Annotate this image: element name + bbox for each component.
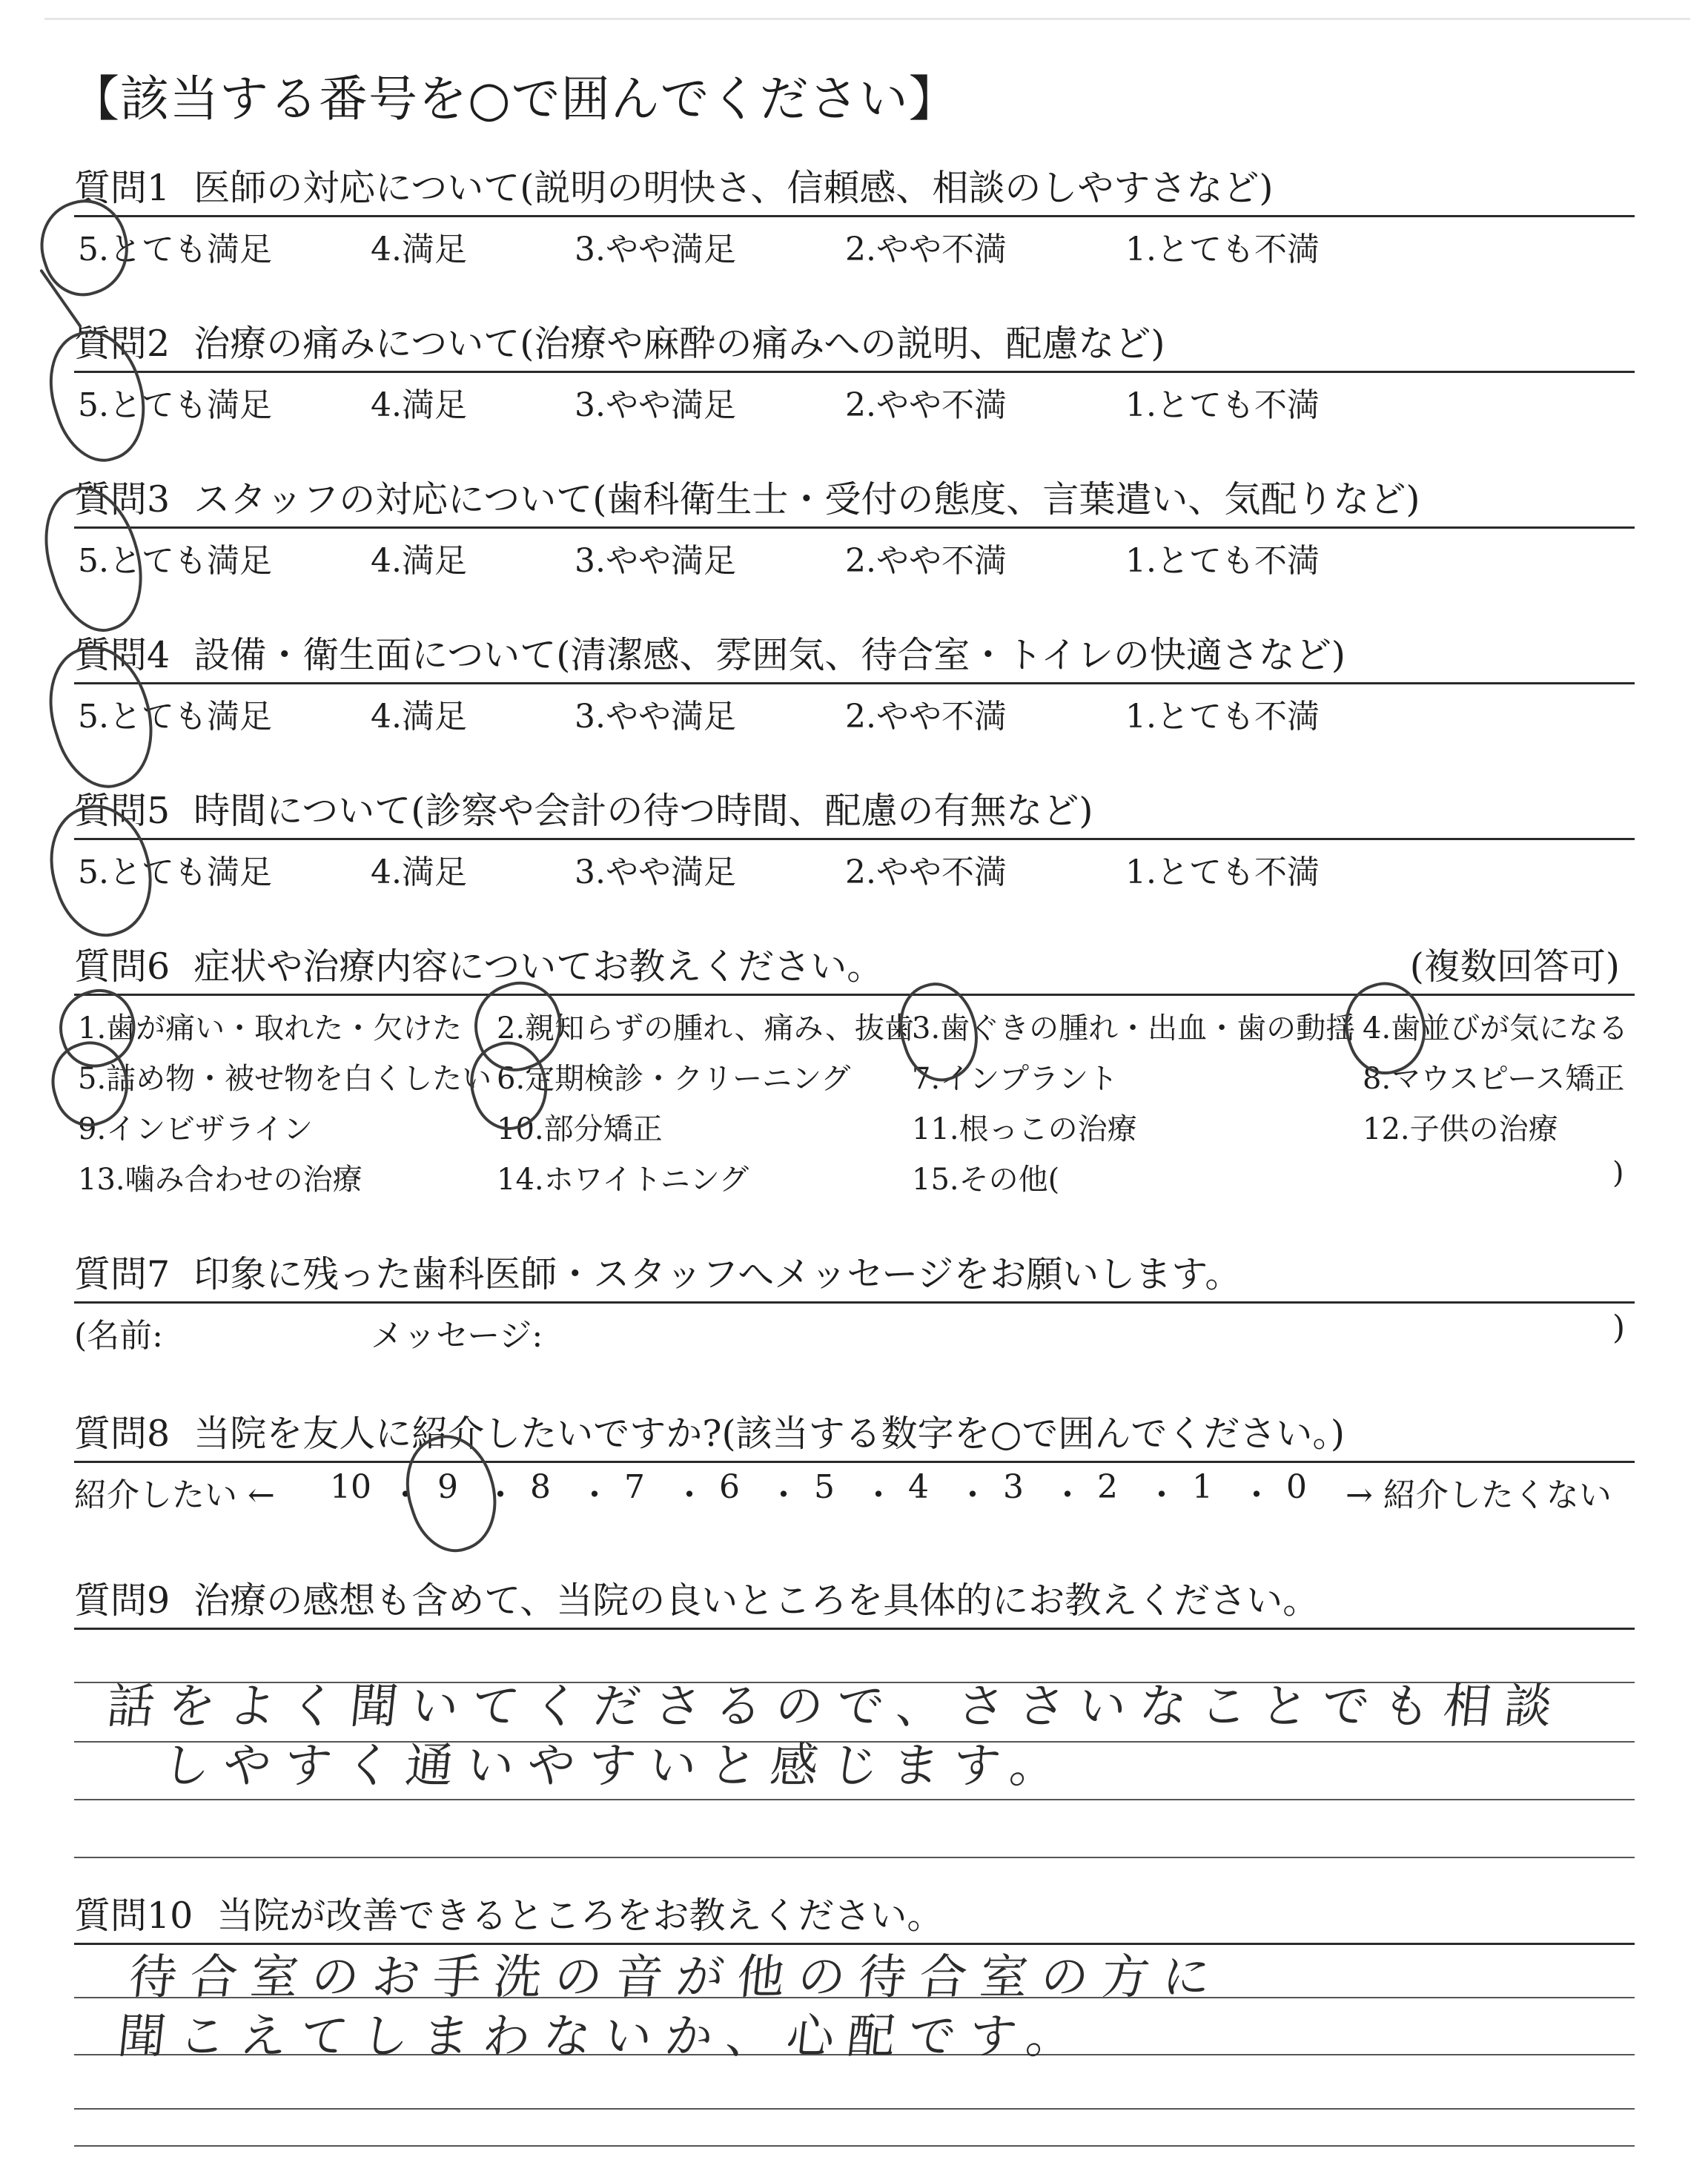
answer-line xyxy=(74,1857,1635,1858)
scale-dot: ・ xyxy=(578,1476,611,1514)
option-5[interactable]: 5.とても満足 xyxy=(78,853,272,891)
scale-dot: ・ xyxy=(956,1476,989,1514)
scale-6[interactable]: 6 xyxy=(719,1468,740,1506)
scale-left-label: 紹介したい ← xyxy=(74,1476,275,1514)
scale-8[interactable]: 8 xyxy=(530,1468,551,1506)
question-10 xyxy=(74,1887,1635,2154)
option-5[interactable]: 5.とても満足 xyxy=(78,698,272,736)
option-1[interactable]: 1.とても不満 xyxy=(1125,386,1320,424)
question-text: スタッフの対応について(歯科衛生士・受付の態度、言葉遣い、気配りなど) xyxy=(193,478,1420,521)
handwritten-answer-line-1: 話をよく聞いてくださるので、ささいなことでも相談 xyxy=(104,1680,1568,1734)
option-2[interactable]: 2.やや不満 xyxy=(845,853,1007,891)
scale-dot: ・ xyxy=(767,1476,800,1514)
question-number: 質問5 xyxy=(74,790,171,832)
option-11[interactable]: 11.根っこの治療 xyxy=(912,1112,1137,1146)
question-text: 当院が改善できるところをお教えください。 xyxy=(216,1895,944,1937)
scale-dot: ・ xyxy=(1240,1476,1273,1514)
answer-rule xyxy=(74,682,1635,684)
scale-dot: ・ xyxy=(484,1476,517,1514)
option-13[interactable]: 13.噛み合わせの治療 xyxy=(78,1163,363,1197)
option-15[interactable]: 15.その他( xyxy=(912,1163,1060,1197)
question-3 xyxy=(74,471,1635,582)
scale-2[interactable]: 2 xyxy=(1097,1468,1118,1506)
answer-line xyxy=(74,1799,1635,1800)
answer-rule xyxy=(74,215,1635,217)
option-3[interactable]: 3.やや満足 xyxy=(575,231,736,268)
scale-dot: ・ xyxy=(673,1476,706,1514)
question-8 xyxy=(74,1405,1635,1516)
option-2[interactable]: 2.やや不満 xyxy=(845,231,1007,268)
question-number: 質問4 xyxy=(74,634,171,676)
option-5[interactable]: 5.とても満足 xyxy=(78,386,272,424)
scale-dot: ・ xyxy=(1145,1476,1178,1514)
question-text: 時間について(診察や会計の待つ時間、配慮の有無など) xyxy=(193,790,1093,832)
option-9[interactable]: 9.インビザライン xyxy=(78,1112,313,1146)
scale-10[interactable]: 10 xyxy=(330,1468,371,1506)
option-1[interactable]: 1.とても不満 xyxy=(1125,542,1320,580)
option-3[interactable]: 3.歯ぐきの腫れ・出血・歯の動揺 xyxy=(912,1011,1356,1046)
scale-0[interactable]: 0 xyxy=(1286,1468,1307,1506)
handwritten-answer-line-1: 待合室のお手洗の音が他の待合室の方に xyxy=(126,1950,1227,2005)
question-4 xyxy=(74,627,1635,738)
question-text: 症状や治療内容についてお教えください。 xyxy=(193,945,884,988)
question-text: 設備・衛生面について(清潔感、雰囲気、待合室・トイレの快適さなど) xyxy=(193,634,1345,676)
scale-1[interactable]: 1 xyxy=(1192,1468,1213,1506)
option-3[interactable]: 3.やや満足 xyxy=(575,698,736,736)
name-label: (名前: xyxy=(74,1317,163,1355)
question-text: 治療の感想も含めて、当院の良いところを具体的にお教えください。 xyxy=(193,1579,1320,1622)
question-7 xyxy=(74,1246,1635,1357)
answer-rule xyxy=(74,1301,1635,1304)
handwritten-answer-line-2: しやすく通いやすいと感じます。 xyxy=(159,1739,1074,1794)
scale-dot: ・ xyxy=(389,1476,422,1514)
option-2[interactable]: 2.やや不満 xyxy=(845,386,1007,424)
form-header: 【該当する番号を○で囲んでください】 xyxy=(70,70,959,128)
option-10[interactable]: 10.部分矯正 xyxy=(497,1112,663,1146)
question-text: 当院を友人に紹介したいですか?(該当する数字を○で囲んでください。) xyxy=(193,1413,1345,1455)
message-label: メッセージ: xyxy=(371,1317,543,1355)
scale-4[interactable]: 4 xyxy=(908,1468,929,1506)
option-5[interactable]: 5.とても満足 xyxy=(78,542,272,580)
question-text: 医師の対応について(説明の明快さ、信頼感、相談のしやすさなど) xyxy=(193,167,1274,209)
scan-edge xyxy=(44,18,1690,20)
scale-3[interactable]: 3 xyxy=(1003,1468,1024,1506)
option-4[interactable]: 4.満足 xyxy=(371,698,467,736)
question-number: 質問6 xyxy=(74,945,171,988)
message-close: ) xyxy=(1612,1309,1626,1347)
question-number: 質問1 xyxy=(74,167,171,209)
question-text: 治療の痛みについて(治療や麻酔の痛みへの説明、配慮など) xyxy=(193,323,1165,365)
option-3[interactable]: 3.やや満足 xyxy=(575,386,736,424)
answer-line xyxy=(74,2145,1635,2147)
option-4[interactable]: 4.満足 xyxy=(371,853,467,891)
recommend-scale xyxy=(74,1468,1635,1513)
scale-9[interactable]: 9 xyxy=(437,1468,458,1506)
option-4[interactable]: 4.満足 xyxy=(371,542,467,580)
option-1[interactable]: 1.とても不満 xyxy=(1125,231,1320,268)
question-number: 質問9 xyxy=(74,1579,171,1622)
multiple-answer-note: (複数回答可) xyxy=(1409,945,1620,988)
option-6[interactable]: 6.定期検診・クリーニング xyxy=(497,1062,851,1096)
option-1[interactable]: 1.歯が痛い・取れた・欠けた xyxy=(78,1011,463,1046)
option-2[interactable]: 2.やや不満 xyxy=(845,698,1007,736)
answer-rule xyxy=(74,1628,1635,1630)
option-14[interactable]: 14.ホワイトニング xyxy=(497,1163,749,1197)
option-1[interactable]: 1.とても不満 xyxy=(1125,853,1320,891)
option-12[interactable]: 12.子供の治療 xyxy=(1363,1112,1558,1146)
option-1[interactable]: 1.とても不満 xyxy=(1125,698,1320,736)
option-15-close: ) xyxy=(1612,1156,1624,1190)
question-number: 質問2 xyxy=(74,323,171,365)
scale-dot: ・ xyxy=(1051,1476,1084,1514)
option-4[interactable]: 4.満足 xyxy=(371,231,467,268)
option-3[interactable]: 3.やや満足 xyxy=(575,853,736,891)
question-number: 質問3 xyxy=(74,478,171,521)
question-1 xyxy=(74,159,1635,271)
scale-dot: ・ xyxy=(862,1476,895,1514)
answer-rule xyxy=(74,838,1635,840)
answer-line xyxy=(74,2108,1635,2110)
option-4[interactable]: 4.満足 xyxy=(371,386,467,424)
question-number: 質問7 xyxy=(74,1253,171,1295)
question-9 xyxy=(74,1572,1635,1854)
question-2 xyxy=(74,315,1635,426)
option-3[interactable]: 3.やや満足 xyxy=(575,542,736,580)
option-8[interactable]: 8.マウスピース矯正 xyxy=(1363,1062,1625,1096)
handwritten-answer-line-2: 聞こえてしまわないか、心配です。 xyxy=(115,2009,1090,2064)
question-text: 印象に残った歯科医師・スタッフへメッセージをお願いします。 xyxy=(193,1253,1242,1295)
scale-7[interactable]: 7 xyxy=(624,1468,645,1506)
option-5[interactable]: 5.詰め物・被せ物を白くしたい xyxy=(78,1062,492,1096)
answer-rule xyxy=(74,371,1635,373)
scale-right-label: → 紹介したくない xyxy=(1345,1476,1612,1514)
question-6 xyxy=(74,938,1635,1220)
question-number: 質問8 xyxy=(74,1413,171,1455)
option-4[interactable]: 4.歯並びが気になる xyxy=(1363,1011,1629,1046)
answer-rule xyxy=(74,1461,1635,1463)
question-5 xyxy=(74,782,1635,894)
option-7[interactable]: 7.インプラント xyxy=(912,1062,1119,1096)
option-2[interactable]: 2.親知らずの腫れ、痛み、抜歯 xyxy=(497,1011,914,1046)
scale-5[interactable]: 5 xyxy=(814,1468,835,1506)
option-2[interactable]: 2.やや不満 xyxy=(845,542,1007,580)
option-5[interactable]: 5.とても満足 xyxy=(78,231,272,268)
answer-rule xyxy=(74,526,1635,529)
question-number: 質問10 xyxy=(74,1895,193,1937)
